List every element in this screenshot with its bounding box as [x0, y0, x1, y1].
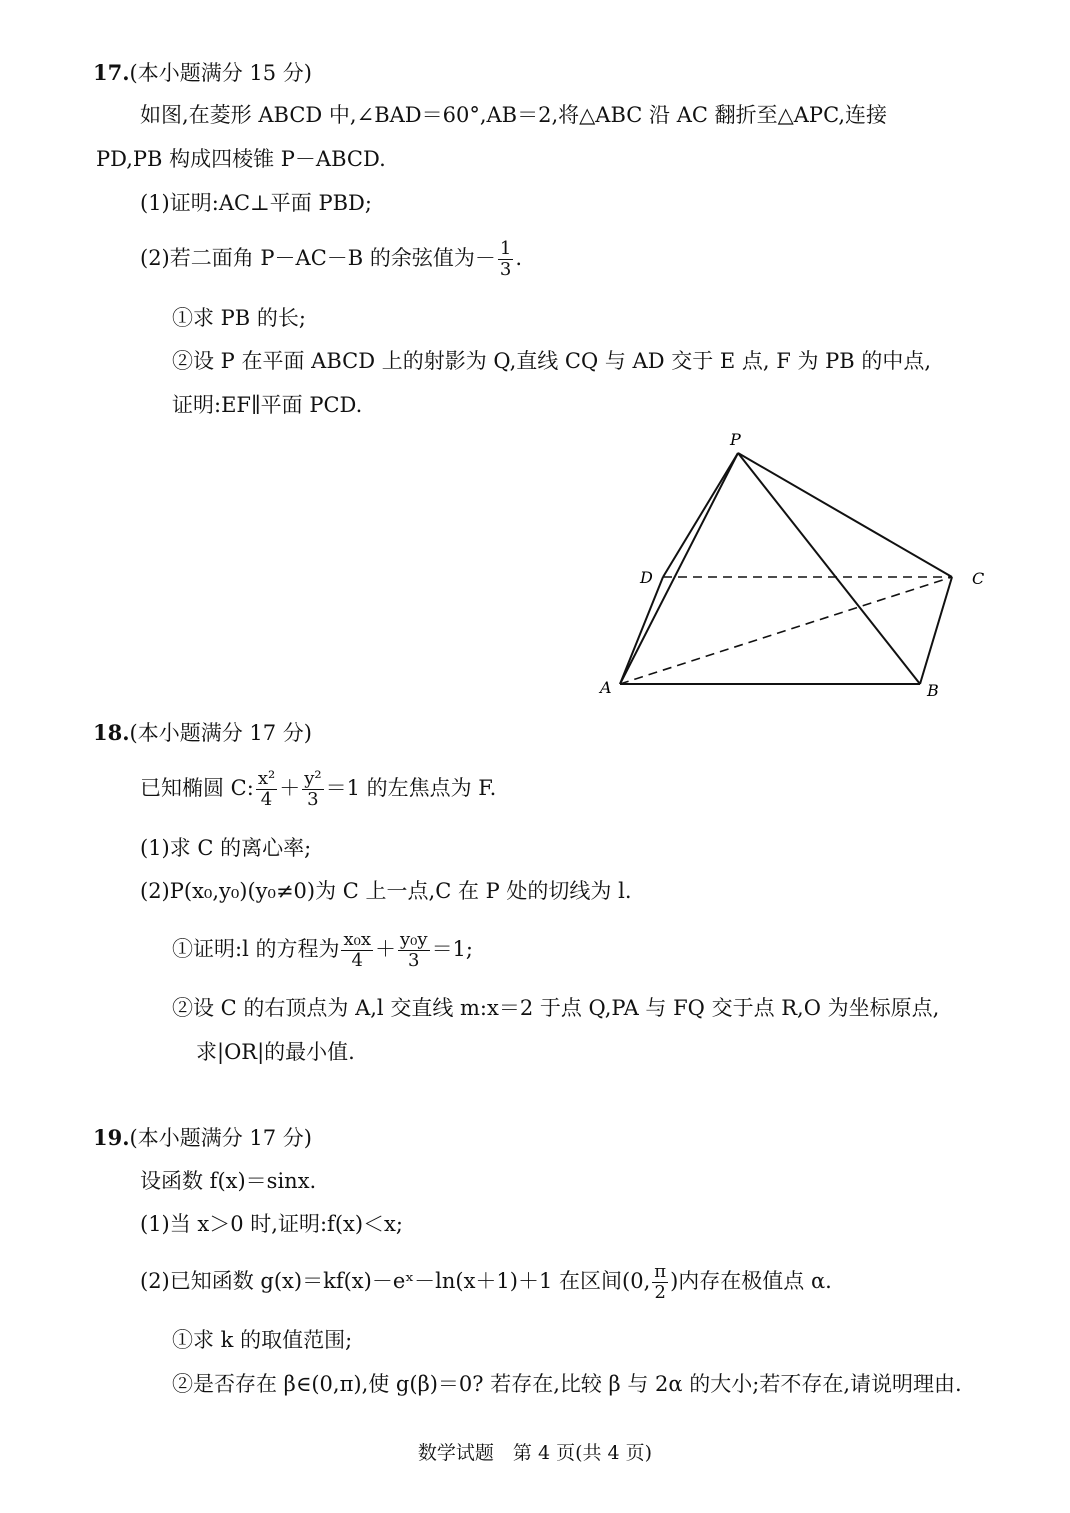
pyramid-figure: [590, 425, 1000, 715]
q18-sub1-frac1-den: 4: [351, 950, 363, 971]
q19-part1: (1)当 x＞0 时,证明:f(x)＜x;: [140, 1212, 403, 1236]
edge-BC: [920, 577, 952, 684]
edge-PB: [738, 453, 920, 684]
q18-sub2-line1: ②设 C 的右顶点为 A,l 交直线 m:x＝2 于点 Q,PA 与 FQ 交于点 R,O 为坐标原点,: [172, 996, 940, 1020]
q17-points: (本小题满分 15 分): [129, 61, 313, 85]
q19-part2: [140, 1256, 832, 1306]
q17-part1: (1)证明:AC⊥平面 PBD;: [140, 191, 372, 215]
edge-PC: [738, 453, 952, 577]
q17-part2-suffix: .: [515, 246, 523, 270]
vertex-label-B: B: [927, 681, 939, 700]
q19-frac-den: 2: [654, 1282, 666, 1303]
q18-frac-y: [302, 769, 323, 810]
q19-header: [93, 1125, 312, 1151]
q18-stem-prefix: 已知椭圆 C:: [140, 776, 254, 800]
q19-part2-suffix: )内存在极值点 α.: [670, 1269, 832, 1293]
q19-sub2: ②是否存在 β∈(0,π),使 g(β)＝0? 若存在,比较 β 与 2α 的大小;若不存在,请说明理由.: [172, 1372, 962, 1396]
q18-sub1-frac1: [341, 930, 373, 971]
q19-part2-prefix: (2)已知函数 g(x)＝kf(x)－eˣ－ln(x＋1)＋1 在区间(0,: [140, 1269, 651, 1293]
q17-header: [93, 60, 312, 86]
edge-AC-hidden: [620, 577, 952, 684]
q17-part2-fraction: [498, 239, 513, 280]
q18-frac-x-num: x²: [257, 768, 276, 789]
vertex-label-C: C: [972, 569, 985, 588]
q17-sub1: ①求 PB 的长;: [172, 306, 306, 330]
vertex-label-D: D: [640, 568, 653, 587]
q18-frac-x-den: 4: [260, 789, 273, 810]
q18-header: [93, 720, 312, 746]
q19-number: 19.: [93, 1125, 130, 1150]
q18-sub1-prefix: ①证明:l 的方程为: [172, 937, 340, 961]
q17-stem-line1: 如图,在菱形 ABCD 中,∠BAD＝60°,AB＝2,将△ABC 沿 AC 翻折至△APC,连接: [140, 103, 888, 127]
edge-PA: [620, 453, 738, 684]
edge-DA: [620, 577, 663, 684]
q17-part2-prefix: (2)若二面角 P－AC－B 的余弦值为－: [140, 246, 496, 270]
q17-sub2-line1: ②设 P 在平面 ABCD 上的射影为 Q,直线 CQ 与 AD 交于 E 点, F 为 PB 的中点,: [172, 349, 932, 373]
q19-points: (本小题满分 17 分): [129, 1126, 313, 1150]
q19-frac-num: π: [654, 1261, 667, 1282]
q18-number: 18.: [93, 720, 130, 745]
q18-sub1-plus: ＋: [375, 937, 396, 961]
q17-part2: [140, 233, 522, 283]
edge-PD: [663, 453, 738, 577]
q19-stem: 设函数 f(x)＝sinx.: [140, 1169, 317, 1193]
q18-sub1-frac2: [398, 930, 430, 971]
q18-frac-x: [256, 769, 277, 810]
q18-frac-y-den: 3: [307, 789, 319, 810]
q18-sub1-suffix: ＝1;: [431, 937, 473, 961]
q18-sub1-frac2-den: 3: [408, 950, 420, 971]
q17-number: 17.: [93, 60, 130, 85]
q18-stem: [140, 763, 496, 813]
q19-sub1: ①求 k 的取值范围;: [172, 1328, 353, 1352]
q17-stem-line2: PD,PB 构成四棱锥 P－ABCD.: [96, 147, 386, 171]
vertex-label-P: P: [730, 430, 741, 449]
q19-part2-frac: [652, 1262, 668, 1303]
q18-part2: (2)P(x₀,y₀)(y₀≠0)为 C 上一点,C 在 P 处的切线为 l.: [140, 879, 632, 903]
q17-frac-numerator: 1: [499, 238, 512, 259]
q17-sub2-line2: 证明:EF∥平面 PCD.: [172, 393, 363, 417]
q18-sub1: [172, 924, 473, 974]
q18-sub2-line2: 求|OR|的最小值.: [196, 1040, 355, 1064]
q18-plus: ＋: [279, 776, 301, 800]
q18-stem-suffix: ＝1 的左焦点为 F.: [325, 776, 497, 800]
q17-frac-denominator: 3: [499, 259, 512, 280]
page-footer: 数学试题 第 4 页(共 4 页): [417, 1442, 653, 1464]
q18-sub1-frac2-num: y₀y: [400, 929, 428, 950]
q18-frac-y-num: y²: [304, 768, 322, 789]
q18-part1: (1)求 C 的离心率;: [140, 836, 312, 860]
vertex-label-A: A: [600, 678, 612, 697]
q18-sub1-frac1-num: x₀x: [343, 929, 371, 950]
q18-points: (本小题满分 17 分): [129, 721, 313, 745]
